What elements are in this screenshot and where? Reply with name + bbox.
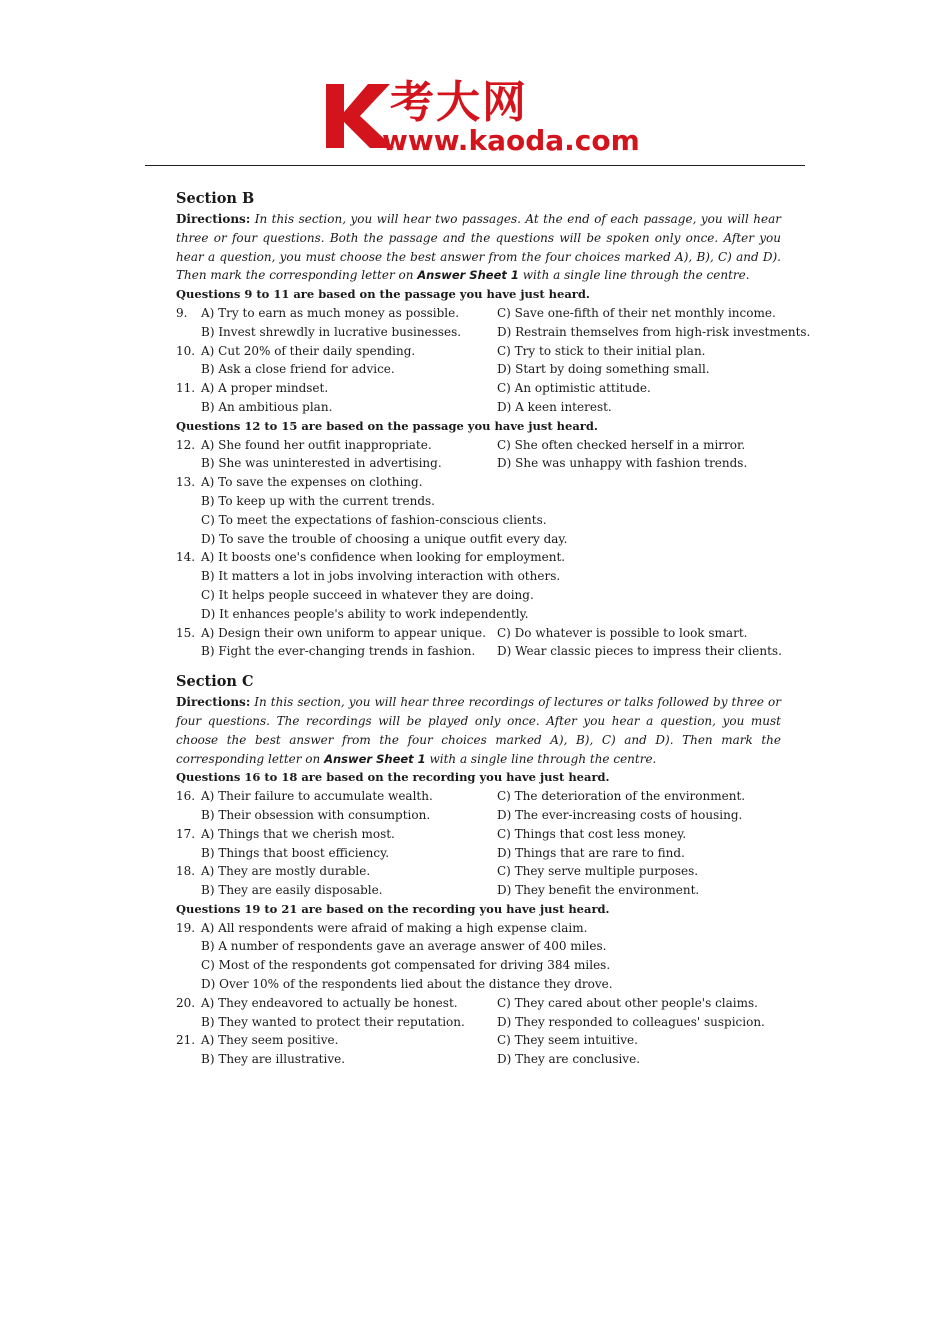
answer-option: C) It helps people succeed in whatever they are doing.: [201, 587, 534, 602]
answer-option: A) She found her outfit inappropriate.: [201, 437, 432, 452]
answer-option: B) They are easily disposable.: [201, 883, 383, 898]
answer-option: B) It matters a lot in jobs involving interaction with others.: [201, 569, 561, 584]
question-row: [176, 642, 781, 661]
answer-option: A) Try to earn as much money as possible.: [201, 305, 460, 320]
answer-option: D) Restrain themselves from high-risk investments.: [497, 324, 811, 339]
question-row: [176, 919, 781, 938]
question-number: 10.: [176, 343, 196, 358]
question-number: 9.: [176, 305, 188, 320]
directions-lead: Directions:: [176, 695, 251, 710]
answer-option: B) A number of respondents gave an average answer of 400 miles.: [201, 939, 607, 954]
directions-paragraph: [176, 693, 781, 768]
logo-chinese-text: 考大网: [390, 77, 528, 128]
answer-option: D) Things that are rare to find.: [497, 845, 685, 860]
question-row: [176, 586, 781, 605]
kaoda-logo: [320, 78, 640, 160]
question-number: 15.: [176, 625, 196, 640]
answer-option: D) She was unhappy with fashion trends.: [497, 456, 748, 471]
answer-option: B) An ambitious plan.: [201, 399, 333, 414]
answer-sheet-label: Answer Sheet 1: [324, 751, 426, 766]
question-row: [176, 956, 781, 975]
question-row: [176, 548, 781, 567]
answer-option: B) They wanted to protect their reputation.: [201, 1014, 465, 1029]
answer-option: D) It enhances people's ability to work independently.: [201, 606, 529, 621]
question-number: 21.: [176, 1033, 196, 1048]
answer-option: A) Their failure to accumulate wealth.: [201, 789, 433, 804]
question-row: [176, 825, 781, 844]
question-group-heading: Questions 9 to 11 are based on the passage you have just heard.: [176, 287, 590, 302]
answer-option: C) To meet the expectations of fashion-conscious clients.: [201, 512, 547, 527]
question-row: [176, 323, 811, 342]
answer-option: C) They seem intuitive.: [497, 1033, 638, 1048]
question-row: [176, 530, 781, 549]
question-row: [176, 994, 781, 1013]
logo-url-text: www.kaoda.com: [382, 124, 640, 157]
directions-paragraph: [176, 210, 781, 285]
question-row: [176, 567, 781, 586]
question-row: [176, 492, 781, 511]
question-row: [176, 398, 781, 417]
answer-option: C) Save one-fifth of their net monthly income.: [497, 305, 776, 320]
directions-text: with a single line through the centre.: [425, 751, 657, 766]
question-number: 20.: [176, 995, 196, 1010]
question-row: [176, 937, 781, 956]
answer-option: C) She often checked herself in a mirror.: [497, 437, 746, 452]
question-number: 17.: [176, 826, 196, 841]
question-group-heading: Questions 12 to 15 are based on the passage you have just heard.: [176, 418, 598, 433]
answer-option: A) They endeavored to actually be honest.: [201, 995, 458, 1010]
question-row: [176, 511, 781, 530]
answer-sheet-label: Answer Sheet 1: [417, 268, 519, 283]
question-number: 13.: [176, 475, 196, 490]
answer-option: A) Things that we cherish most.: [201, 826, 395, 841]
question-row: [176, 787, 781, 806]
answer-option: C) The deterioration of the environment.: [497, 789, 746, 804]
answer-option: D) To save the trouble of choosing a unique outfit every day.: [201, 531, 568, 546]
section-gap: [176, 661, 781, 669]
answer-option: A) Cut 20% of their daily spending.: [201, 343, 416, 358]
question-row: [176, 881, 781, 900]
question-row: [176, 975, 781, 994]
answer-option: B) Their obsession with consumption.: [201, 807, 431, 822]
answer-option: A) A proper mindset.: [201, 381, 329, 396]
question-number: 11.: [176, 381, 196, 396]
question-row: [176, 806, 781, 825]
question-row: [176, 473, 781, 492]
question-row: [176, 624, 781, 643]
question-row: [176, 1050, 781, 1069]
answer-option: A) They are mostly durable.: [201, 864, 371, 879]
answer-option: D) They responded to colleagues' suspicion.: [497, 1014, 765, 1029]
answer-option: D) They benefit the environment.: [497, 883, 700, 898]
answer-option: B) She was uninterested in advertising.: [201, 456, 442, 471]
answer-option: C) An optimistic attitude.: [497, 381, 651, 396]
question-row: [176, 605, 781, 624]
answer-option: D) The ever-increasing costs of housing.: [497, 807, 743, 822]
exam-content: [176, 186, 811, 1069]
question-row: [176, 436, 781, 455]
question-number: 16.: [176, 789, 196, 804]
answer-option: D) Over 10% of the respondents lied about the distance they drove.: [201, 977, 613, 992]
answer-option: D) They are conclusive.: [497, 1052, 641, 1067]
answer-option: D) A keen interest.: [497, 399, 612, 414]
section-title: Section B: [176, 190, 255, 207]
answer-option: C) Do whatever is possible to look smart.: [497, 625, 748, 640]
section-title: Section C: [176, 673, 254, 691]
question-row: [176, 1013, 781, 1032]
answer-option: C) Things that cost less money.: [497, 826, 687, 841]
answer-option: A) All respondents were afraid of making a high expense claim.: [201, 920, 588, 935]
header-divider: [145, 165, 805, 166]
answer-option: A) To save the expenses on clothing.: [201, 475, 423, 490]
question-number: 12.: [176, 437, 196, 452]
question-row: [176, 342, 781, 361]
question-number: 19.: [176, 920, 196, 935]
question-row: [176, 844, 781, 863]
answer-option: B) Ask a close friend for advice.: [201, 362, 395, 377]
question-row: [176, 1031, 781, 1050]
directions-text: with a single line through the centre.: [518, 268, 750, 283]
answer-option: A) It boosts one's confidence when looking for employment.: [201, 550, 566, 565]
question-group-heading: Questions 16 to 18 are based on the recording you have just heard.: [176, 770, 610, 785]
question-row: [176, 454, 781, 473]
answer-option: B) They are illustrative.: [201, 1052, 346, 1067]
answer-option: B) Invest shrewdly in lucrative businesses.: [201, 324, 462, 339]
answer-option: C) Most of the respondents got compensated for driving 384 miles.: [201, 958, 611, 973]
directions-lead: Directions:: [176, 212, 251, 226]
answer-option: C) They serve multiple purposes.: [497, 864, 699, 879]
question-row: [176, 379, 781, 398]
answer-option: A) Design their own uniform to appear unique.: [201, 625, 486, 640]
answer-option: B) To keep up with the current trends.: [201, 493, 435, 508]
question-row: [176, 862, 781, 881]
answer-option: D) Start by doing something small.: [497, 362, 710, 377]
answer-option: D) Wear classic pieces to impress their clients.: [497, 644, 782, 659]
answer-option: C) Try to stick to their initial plan.: [497, 343, 706, 358]
directions-text: In this section, you will hear three recordings of lectures or talks followed by three or four questions. The recordings will be played only once. After you hear a question, you must choose the best answer from the four choices marked A), B), C) and D). Then mark the corresponding letter on: [176, 695, 781, 766]
answer-option: A) They seem positive.: [201, 1033, 339, 1048]
answer-option: B) Things that boost efficiency.: [201, 845, 390, 860]
answer-option: C) They cared about other people's claims.: [497, 995, 758, 1010]
answer-option: B) Fight the ever-changing trends in fashion.: [201, 644, 476, 659]
question-number: 14.: [176, 550, 196, 565]
question-row: [176, 360, 781, 379]
question-group-heading: Questions 19 to 21 are based on the recording you have just heard.: [176, 901, 610, 916]
question-row: [176, 304, 781, 323]
question-number: 18.: [176, 864, 196, 879]
directions-text: In this section, you will hear two passages. At the end of each passage, you will hear three or four questions. Both the passage and the questions will be spoken only once. After you hear a question, you must choose the best answer from the four choices marked A), B), C) and D). Then mark the corresponding letter on: [176, 212, 781, 283]
